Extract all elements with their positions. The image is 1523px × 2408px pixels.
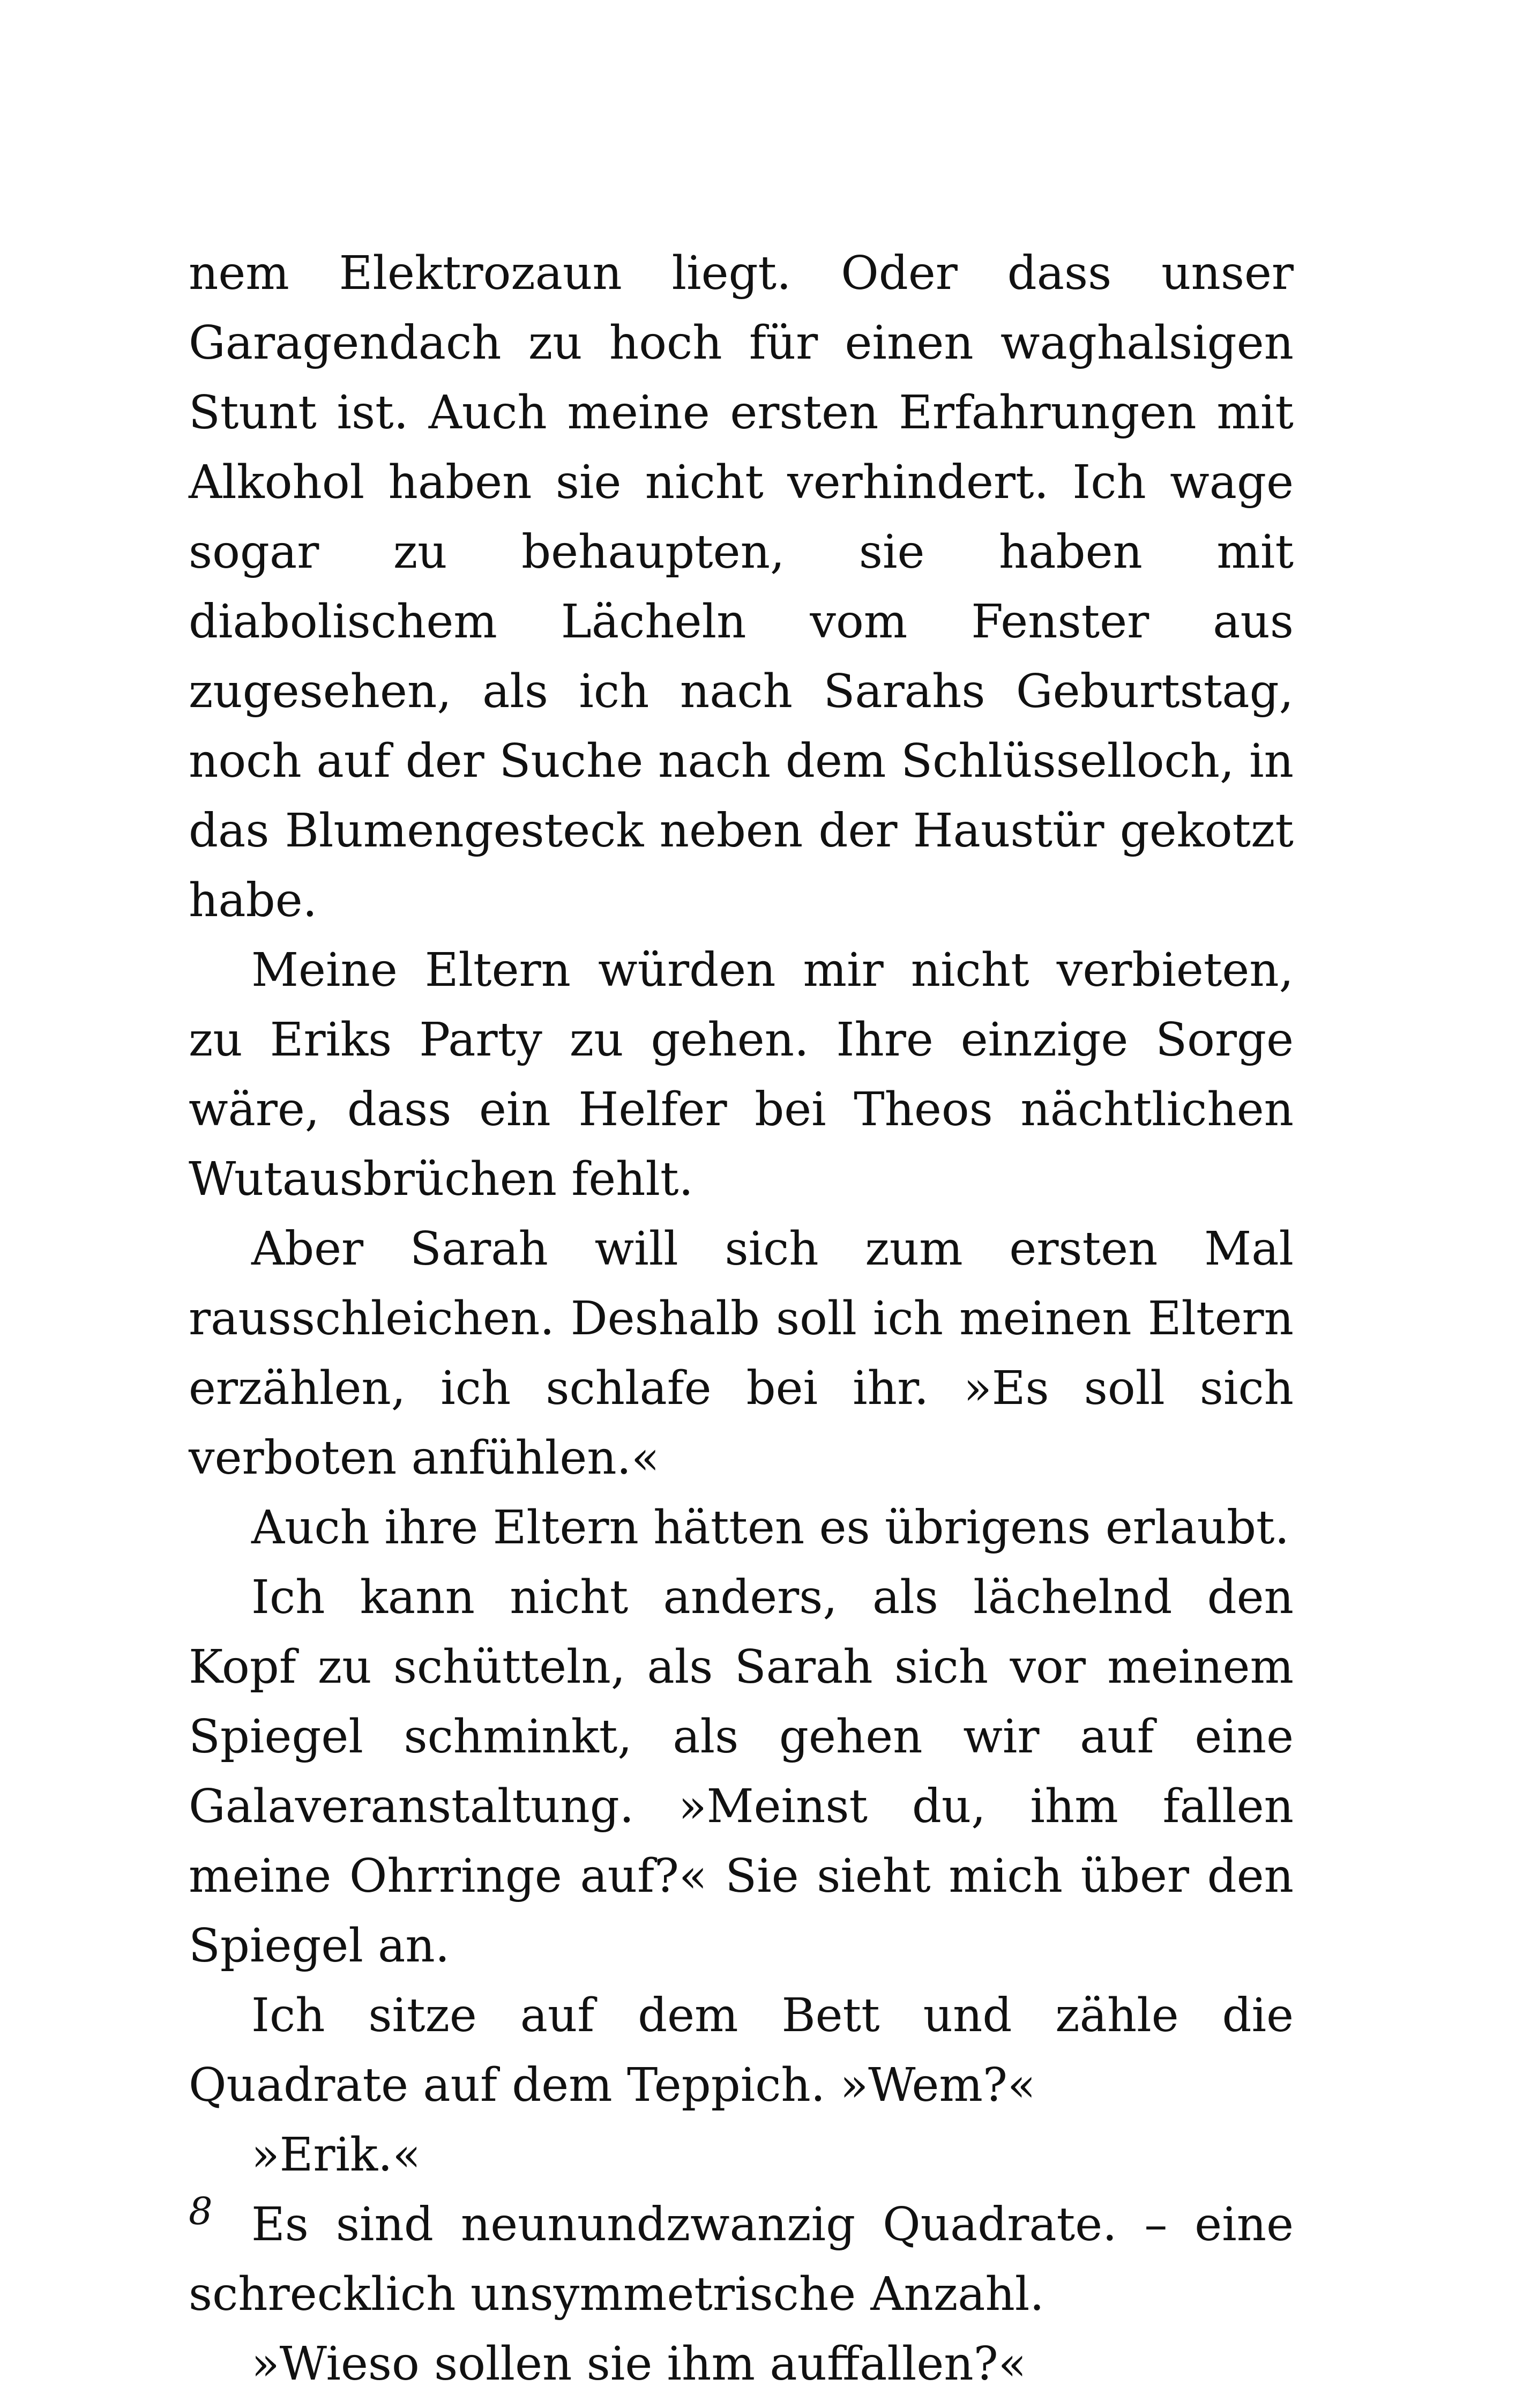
body-text xyxy=(189,239,1294,2399)
paragraph-1: nem Elektrozaun liegt. Oder dass unser Garagendach zu hoch für einen waghalsigen Stunt ist. Auch meine ersten Erfahrungen mit Alkohol haben sie nicht verhindert. Ich wage sogar zu behaupten, sie haben mit diabolischem Lächeln vom Fenster aus zugesehen, als ich nach Sarahs Geburtstag, noch auf der Suche nach dem Schlüsselloch, in das Blumengesteck neben der Haustür gekotzt habe. xyxy=(189,247,1294,927)
paragraph-6: Ich sitze auf dem Bett und zähle die Quadrate auf dem Teppich. »Wem?« xyxy=(189,1989,1294,2112)
paragraph-2: Meine Eltern würden mir nicht verbieten, zu Eriks Party zu gehen. Ihre einzige Sorge wäre, dass ein Helfer bei Theos nächtlichen Wutausbrüchen fehlt. xyxy=(189,943,1294,1206)
paragraph-9: »Wieso sollen sie ihm auffallen?« xyxy=(251,2337,1027,2391)
paragraph-8: Es sind neunundzwanzig Quadrate. – eine schrecklich unsymmetrische Anzahl. xyxy=(189,2198,1294,2321)
paragraph-7: »Erik.« xyxy=(251,2128,421,2182)
paragraph-5: Ich kann nicht anders, als lächelnd den Kopf zu schütteln, als Sarah sich vor meinem Spiegel schminkt, als gehen wir auf eine Galaveranstaltung. »Meinst du, ihm fallen meine Ohrringe auf?« Sie sieht mich über den Spiegel an. xyxy=(189,1571,1294,1973)
paragraph-3: Aber Sarah will sich zum ersten Mal rausschleichen. Deshalb soll ich meinen Eltern erzählen, ich schlafe bei ihr. »Es soll sich verboten anfühlen.« xyxy=(189,1222,1294,1485)
page-number: 8 xyxy=(189,2189,213,2233)
paragraph-4: Auch ihre Eltern hätten es übrigens erlaubt. xyxy=(251,1501,1289,1555)
